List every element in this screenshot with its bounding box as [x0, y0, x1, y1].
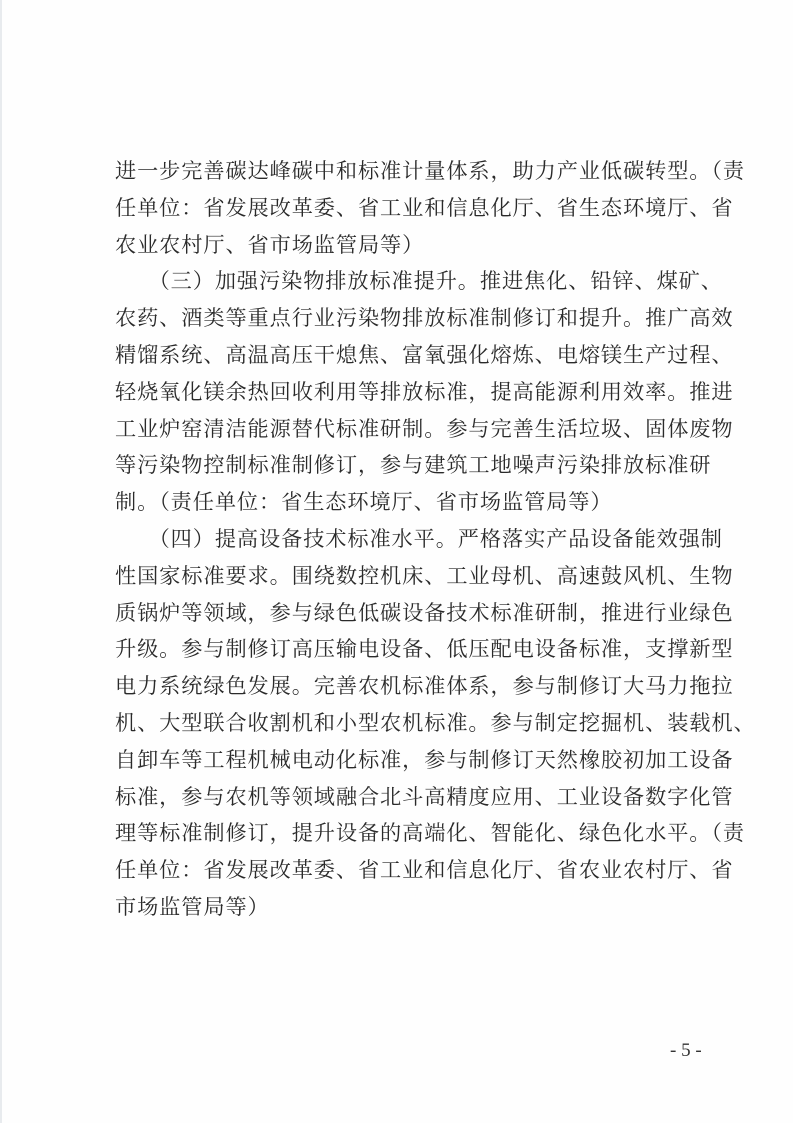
- text-line: 农药、酒类等重点行业污染物排放标准制修订和提升。推广高效: [115, 305, 734, 331]
- text-line: 进一步完善碳达峰碳中和标准计量体系，助力产业低碳转型。（责: [115, 158, 745, 183]
- text-line: 农业农村厅、省市场监管局等）: [115, 231, 425, 257]
- text-line: 自卸车等工程机械电动化标准，参与制修订天然橡胶初加工设备: [115, 746, 734, 772]
- page-number: - 5 -: [670, 1040, 702, 1061]
- text-line: 升级。参与制修订高压输电设备、低压配电设备标准，支撑新型: [115, 636, 734, 662]
- section-heading-4-line: （四）提高设备技术标准水平。严格落实产品设备能效强制: [115, 525, 723, 551]
- text-line: 精馏系统、高温高压干熄焦、富氧强化熔炼、电熔镁生产过程、: [115, 341, 734, 367]
- text-line: 制。（责任单位：省生态环境厅、省市场监管局等）: [115, 489, 613, 515]
- section-heading-3-line: （三）加强污染物排放标准提升。推进焦化、铅锌、煤矿、: [115, 268, 723, 294]
- text-line: 质锅炉等领域，参与绿色低碳设备技术标准研制，推进行业绿色: [115, 599, 734, 625]
- text-line: 理等标准制修订，提升设备的高端化、智能化、绿色化水平。（责: [115, 820, 745, 846]
- text-line: 工业炉窑清洁能源替代标准研制。参与完善生活垃圾、固体废物: [115, 415, 734, 441]
- text-line: 标准，参与农机等领域融合北斗高精度应用、工业设备数字化管: [115, 783, 734, 809]
- text-line: 性国家标准要求。围绕数控机床、工业母机、高速鼓风机、生物: [115, 562, 734, 588]
- text-line: 任单位：省发展改革委、省工业和信息化厅、省生态环境厅、省: [115, 194, 734, 220]
- text-line: 等污染物控制标准制修订，参与建筑工地噪声污染排放标准研: [115, 452, 712, 478]
- text-line: 机、大型联合收割机和小型农机标准。参与制定挖掘机、装载机、: [115, 709, 756, 735]
- text-line: 市场监管局等）: [115, 893, 270, 919]
- body-text: [115, 153, 756, 926]
- text-line: 任单位：省发展改革委、省工业和信息化厅、省农业农村厅、省: [115, 857, 734, 883]
- text-line: 电力系统绿色发展。完善农机标准体系，参与制修订大马力拖拉: [115, 673, 734, 699]
- text-line: 轻烧氧化镁余热回收利用等排放标准，提高能源利用效率。推进: [115, 378, 734, 404]
